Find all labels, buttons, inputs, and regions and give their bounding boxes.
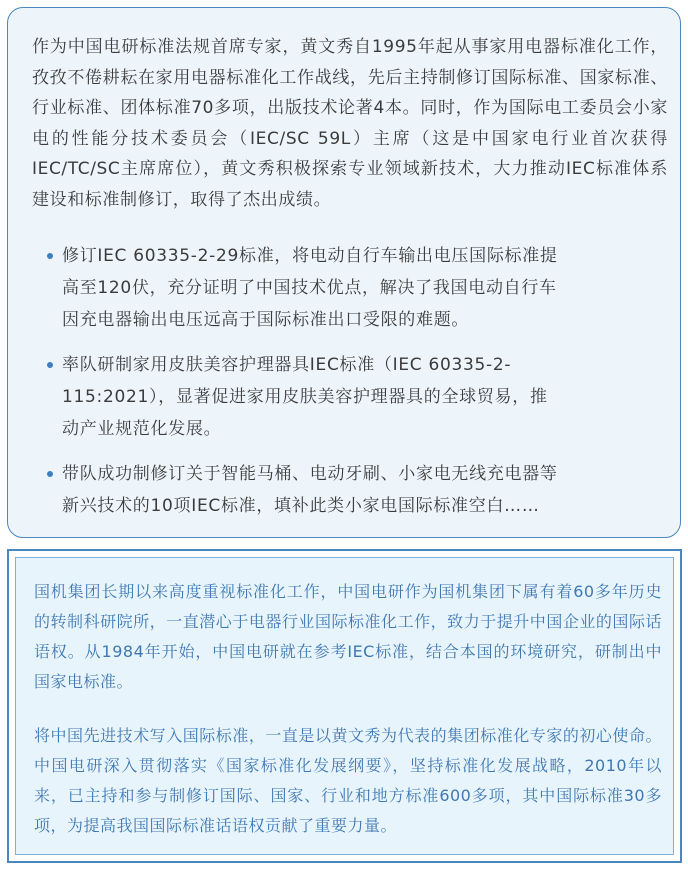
achievement-list	[8, 240, 682, 535]
achievement-text: 修订IEC 60335-2-29标准，将电动自行车输出电压国际标准提高至120伏，充分证明了中国技术优点，解决了我国电动自行车因充电器输出电压远高于国际标准出口受限的难题。	[62, 246, 558, 330]
background-card	[7, 549, 682, 863]
achievement-text: 带队成功制修订关于智能马桶、电动牙刷、小家电无线充电器等新兴技术的10项IEC标准，填补此类小家电国际标准空白……	[62, 464, 558, 516]
profile-card	[7, 7, 681, 538]
background-paragraph-1: 国机集团长期以来高度重视标准化工作，中国电研作为国机集团下属有着60多年历史的转制科研院所，一直潜心于电器行业国际标准化工作，致力于提升中国企业的国际话语权。从1984年开始，中国电研就在参考IEC标准，结合本国的环境研究，研制出中国家电标准。	[34, 582, 662, 691]
background-card-inner	[15, 557, 674, 855]
background-paragraph-2: 将中国先进技术写入国际标准，一直是以黄文秀为代表的集团标准化专家的初心使命。中国电研深入贯彻落实《国家标准化发展纲要》，坚持标准化发展战略，2010年以来，已主持和参与制修订国际、国家、行业和地方标准600多项，其中国际标准30多项，为提高我国国际标准话语权贡献了重要力量。	[34, 726, 662, 835]
bullet-dot-icon	[47, 362, 53, 368]
achievement-text: 率队研制家用皮肤美容护理器具IEC标准（IEC 60335-2-115:2021），显著促进家用皮肤美容护理器具的全球贸易，推动产业规范化发展。	[62, 355, 548, 439]
achievement-item	[8, 349, 562, 445]
achievement-item	[8, 240, 562, 336]
achievement-item	[8, 458, 562, 522]
bullet-dot-icon	[47, 253, 53, 259]
intro-paragraph: 作为中国电研标准法规首席专家，黄文秀自1995年起从事家用电器标准化工作，孜孜不倦耕耘在家用电器标准化工作战线，先后主持制修订国际标准、国家标准、行业标准、团体标准70多项，出版技术论著4本。同时，作为国际电工委员会小家电的性能分技术委员会（IEC/SC 59L）主席（这是中国家电行业首次获得IEC/TC/SC主席席位），黄文秀积极探索专业领域新技术，大力推动IEC标准体系建设和标准制修订，取得了杰出成绩。	[32, 37, 668, 210]
bullet-dot-icon	[47, 471, 53, 477]
